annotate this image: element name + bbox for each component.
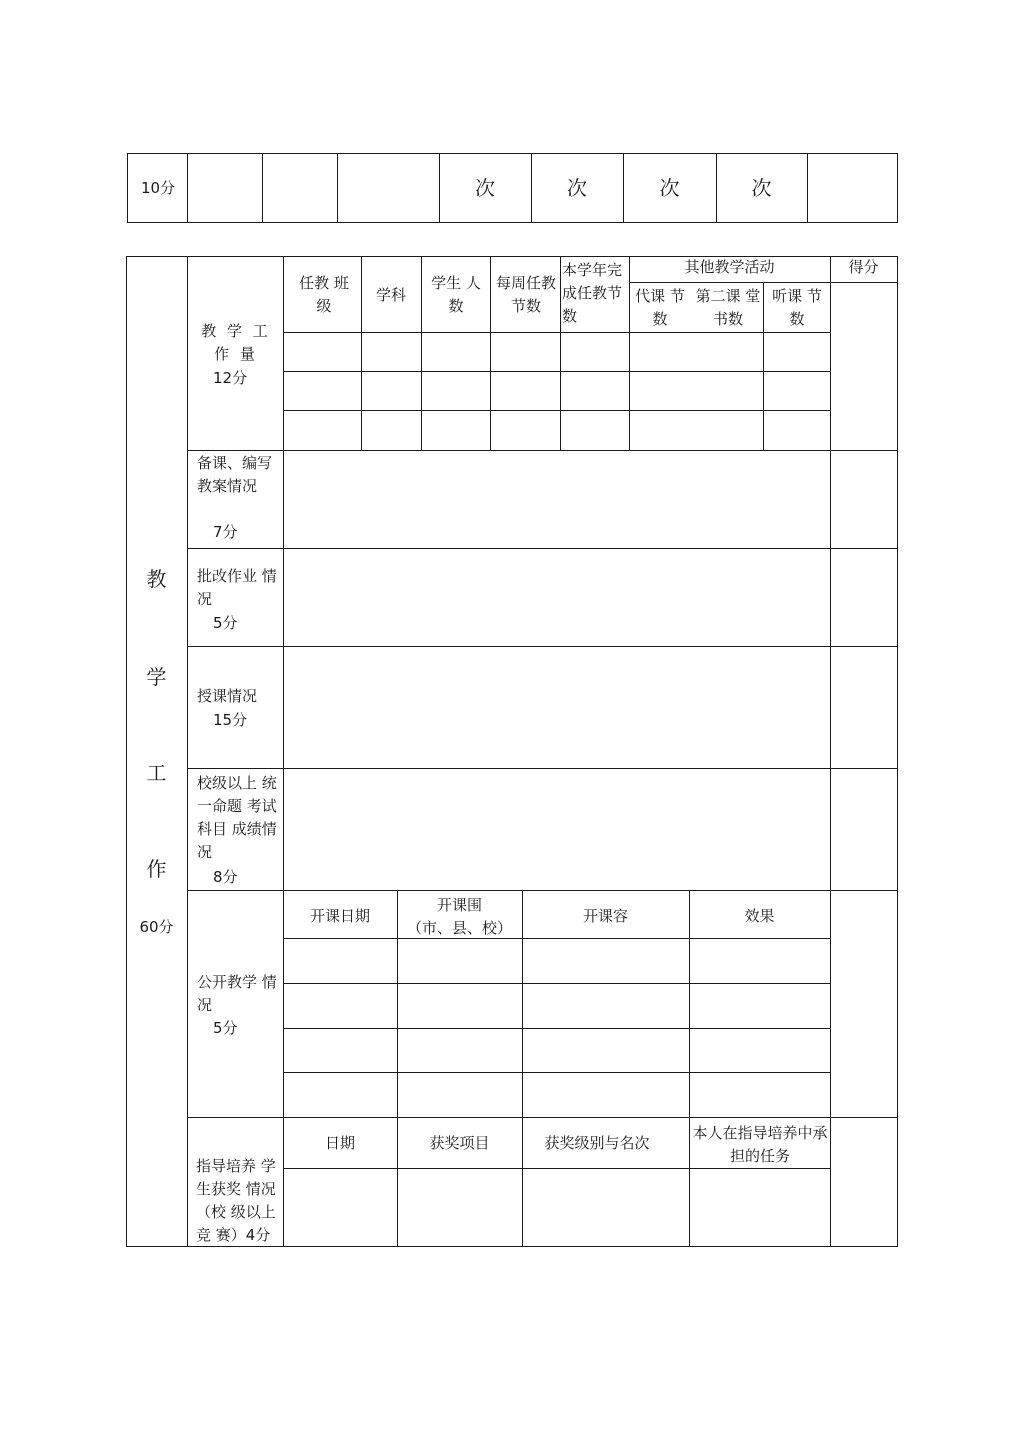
teaching-label: 授课情况	[197, 687, 258, 705]
top-table-border	[127, 222, 898, 223]
guidance-level-header: 获奖级别与名次	[544, 1134, 650, 1152]
top-table-border	[187, 153, 188, 223]
header-other-activities: 其他教学活动	[684, 258, 775, 276]
header-subject: 学科	[375, 286, 406, 304]
open-class-scope-sub: （市、县、校）	[406, 919, 512, 937]
main-table-border	[397, 890, 398, 1247]
main-table-border	[283, 983, 831, 984]
main-table-border	[763, 282, 764, 451]
open-class-scope-header: 开课围	[436, 896, 482, 914]
main-table-border	[187, 768, 898, 769]
section-points: 60分	[139, 918, 174, 936]
main-table-border	[560, 256, 561, 451]
header-weekly-lessons: 每周任教节数	[496, 274, 557, 315]
header-students: 学生 人数	[431, 274, 481, 315]
top-table-border	[127, 153, 128, 223]
top-table-border	[337, 153, 338, 223]
open-class-label: 公开教学 情况	[197, 973, 277, 1014]
homework-points: 5分	[213, 614, 238, 632]
top-score-label: 10分	[141, 179, 176, 197]
top-table-border	[127, 153, 898, 154]
main-table-border	[187, 450, 898, 451]
main-table-border	[187, 890, 898, 891]
exam-label: 校级以上 统一命题 考试科目 成绩情况	[197, 774, 277, 861]
main-table-border	[283, 1168, 831, 1169]
workload-label: 教 学 工 作 量	[201, 322, 271, 363]
header-year-lessons: 本学年完成任教节数	[562, 261, 623, 325]
main-table-border	[283, 410, 831, 411]
main-table-border	[187, 548, 898, 549]
main-table-border	[522, 890, 523, 1247]
lesson-prep-label: 备课、编写教案情况	[197, 454, 273, 495]
open-class-effect-header: 效果	[744, 907, 775, 925]
header-class: 任教 班级	[299, 274, 349, 315]
section-char-1: 教	[146, 567, 167, 591]
times-unit-4: 次	[751, 176, 772, 200]
times-unit-2: 次	[567, 176, 587, 200]
main-table-border	[187, 646, 898, 647]
teaching-points: 15分	[213, 711, 248, 729]
main-table-border	[283, 1072, 831, 1073]
homework-label: 批改作业 情况	[197, 567, 277, 608]
main-table-border	[126, 256, 127, 1247]
open-class-points: 5分	[213, 1019, 238, 1037]
top-table-border	[807, 153, 808, 223]
main-table-border	[283, 332, 831, 333]
main-table-border	[283, 371, 831, 372]
lesson-prep-points: 7分	[213, 523, 238, 541]
main-table-border	[629, 256, 630, 451]
main-table-border	[689, 890, 690, 1247]
main-table-border	[421, 256, 422, 451]
section-char-2: 学	[146, 665, 167, 689]
top-table-border	[897, 153, 898, 223]
guidance-role-header: 本人在指导培养中承担的任务	[692, 1124, 828, 1165]
open-class-content-header: 开课容	[582, 907, 628, 925]
main-table-border	[283, 1028, 831, 1029]
guidance-label: 指导培养 学生获奖 情况（校 级以上竞 赛）4分	[196, 1157, 276, 1244]
top-table-border	[262, 153, 263, 223]
main-table-border	[830, 256, 831, 1247]
header-second-class: 第二课 堂书数	[695, 287, 761, 328]
exam-points: 8分	[213, 868, 238, 886]
header-observe: 听课 节数	[772, 287, 822, 328]
main-table-border	[283, 256, 284, 1247]
guidance-date-header: 日期	[324, 1134, 355, 1152]
main-table-border	[187, 256, 188, 1247]
section-char-3: 工	[146, 761, 167, 785]
main-table-border	[187, 1117, 898, 1118]
section-char-4: 作	[146, 857, 167, 881]
main-table-border	[897, 256, 898, 1247]
workload-points: 12分	[213, 369, 248, 387]
score-header: 得分	[848, 258, 879, 276]
header-substitute: 代课 节数	[635, 287, 685, 328]
times-unit-1: 次	[475, 176, 495, 200]
guidance-project-header: 获奖项目	[429, 1134, 490, 1152]
times-unit-3: 次	[659, 176, 680, 200]
main-table-border	[283, 938, 831, 939]
main-table-border	[490, 256, 491, 451]
open-class-date-header: 开课日期	[309, 907, 370, 925]
